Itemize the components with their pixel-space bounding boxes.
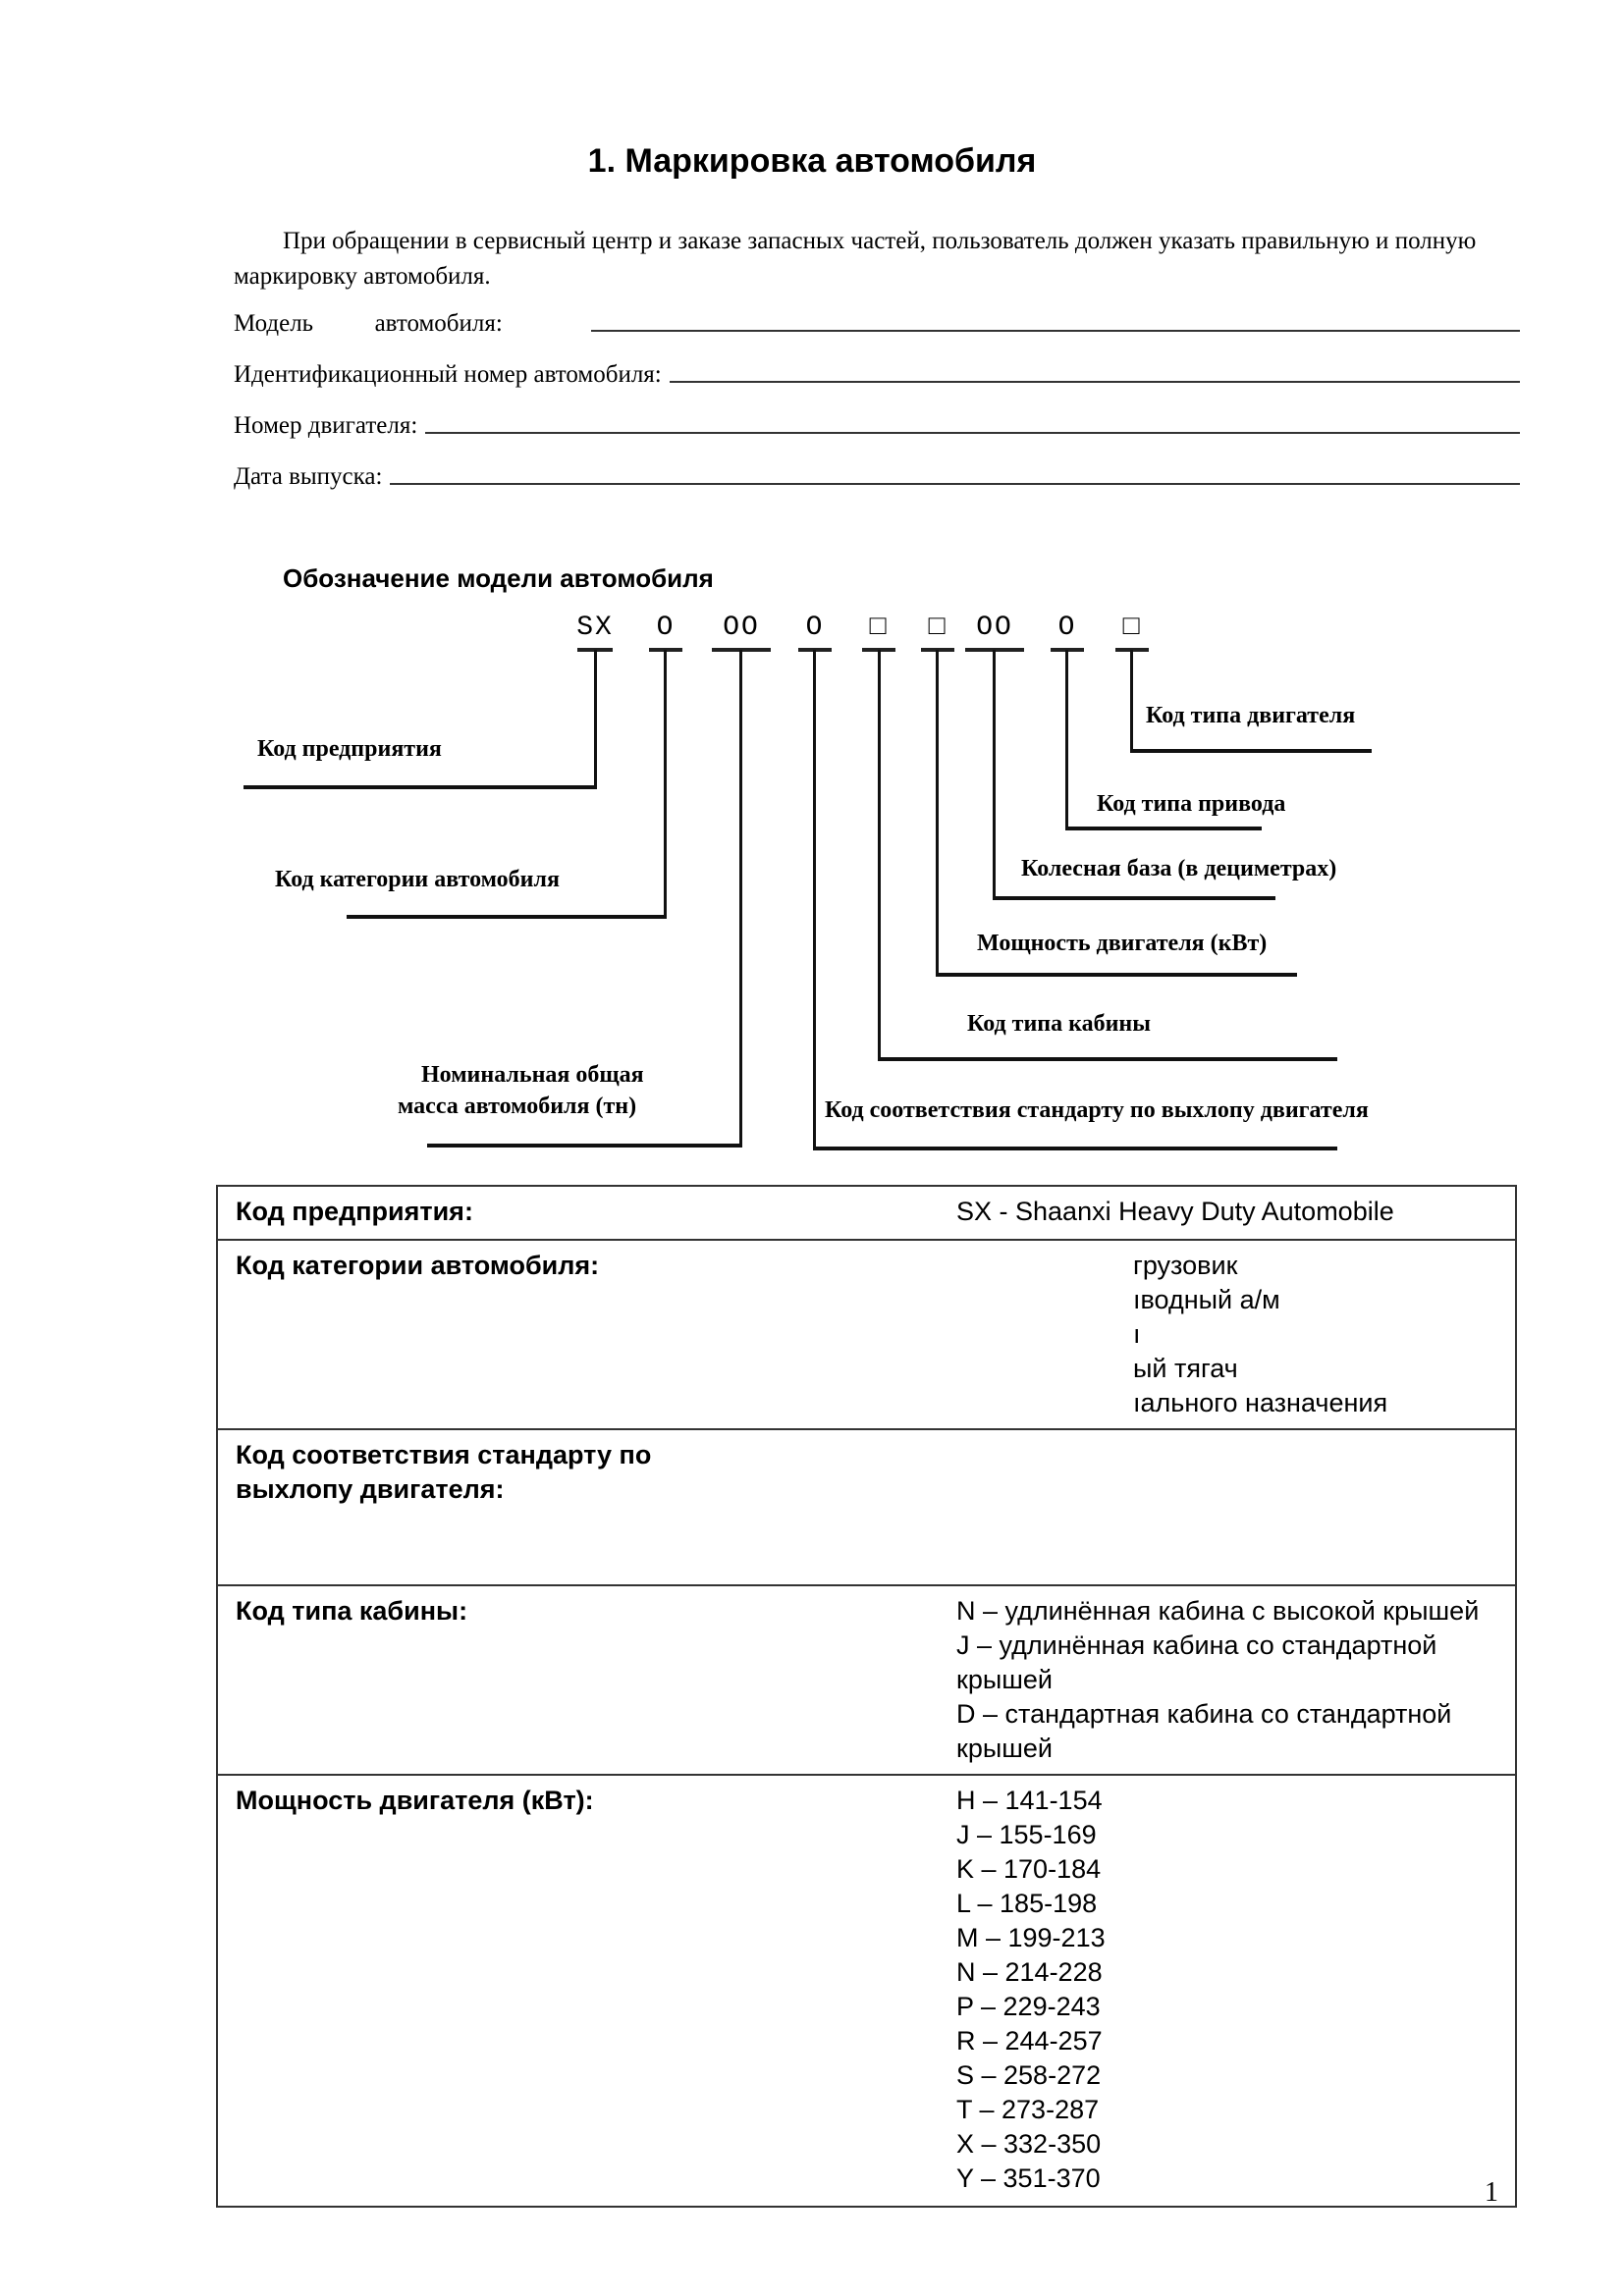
- table-row: [217, 1585, 1516, 1775]
- table-row: [217, 1240, 1516, 1429]
- value-line: SX - Shaanxi Heavy Duty Automobile: [956, 1197, 1394, 1226]
- label-category-code: Код категории автомобиля: [275, 867, 560, 892]
- vin-field-label: Идентификационный номер автомобиля:: [234, 361, 662, 388]
- diagram-title: Обозначение модели автомобиля: [283, 563, 714, 593]
- row-value: [933, 1240, 1516, 1429]
- engine-number-field: [234, 406, 1520, 440]
- value-line: J – удлинённая кабина со стандартной крышей: [956, 1630, 1437, 1694]
- connector-engine: [1130, 650, 1133, 751]
- intro-paragraph: При обращении в сервисный центр и заказе запасных частей, пользователь должен указать правильную и полную маркировку автомобиля.: [234, 228, 1477, 290]
- arm-wheelbase: [993, 896, 1275, 900]
- connector-emission: [813, 650, 816, 1150]
- value-line: ıального назначения: [1133, 1388, 1388, 1417]
- symbol-sx: SX: [576, 613, 614, 643]
- connector-power: [936, 650, 939, 977]
- value-line: H – 141-154: [956, 1786, 1103, 1815]
- connector-enterprise: [594, 650, 597, 787]
- symbol-square: □: [869, 613, 889, 643]
- symbol-circle: O: [805, 613, 825, 643]
- value-line: грузовик: [1133, 1251, 1238, 1280]
- model-field-label: Модель автомобиля:: [234, 310, 503, 337]
- label-mass-line2: масса автомобиля (тн): [398, 1094, 637, 1119]
- page-number: 1: [1485, 2177, 1498, 2208]
- engine-number-label: Номер двигателя:: [234, 412, 418, 439]
- release-date-line[interactable]: [390, 483, 1520, 485]
- engine-number-line[interactable]: [425, 432, 1520, 434]
- row-label: Код категории автомобиля:: [217, 1240, 933, 1429]
- label-mass-line1: Номинальная общая: [421, 1062, 644, 1088]
- table-row: [217, 1186, 1516, 1240]
- symbol-circle: O: [656, 613, 676, 643]
- connector-drive: [1065, 650, 1068, 829]
- vin-field: [234, 355, 1520, 389]
- row-label: Код типа кабины:: [217, 1585, 933, 1775]
- connector-category: [664, 650, 667, 918]
- label-enterprise-code: Код предприятия: [257, 736, 442, 762]
- table-row: [217, 1429, 1516, 1585]
- release-date-label: Дата выпуска:: [234, 463, 383, 490]
- arm-enterprise: [244, 785, 597, 789]
- label-engine-code: Код типа двигателя: [1146, 703, 1356, 728]
- value-line: ый тягач: [1133, 1354, 1238, 1383]
- value-line: K – 170-184: [956, 1854, 1102, 1884]
- model-field: [234, 304, 1520, 338]
- value-line: P – 229-243: [956, 1992, 1101, 2021]
- connector-wheelbase: [993, 650, 996, 900]
- value-line: L – 185-198: [956, 1889, 1098, 1918]
- value-line: N – 214-228: [956, 1957, 1103, 1987]
- codes-table: [216, 1185, 1517, 2208]
- value-line: N – удлинённая кабина с высокой крышей: [956, 1596, 1480, 1626]
- label-drive-code: Код типа привода: [1097, 791, 1286, 817]
- value-line: ı: [1133, 1319, 1141, 1349]
- row-value: [933, 1186, 1516, 1240]
- value-line: J – 155-169: [956, 1820, 1097, 1849]
- symbol-square: □: [928, 613, 947, 643]
- value-line: D – стандартная кабина со стандартной крышей: [956, 1699, 1452, 1763]
- label-wheelbase: Колесная база (в дециметрах): [1021, 856, 1337, 881]
- arm-cab: [878, 1057, 1337, 1061]
- row-value: [933, 1429, 1516, 1585]
- connector-cab: [878, 650, 881, 1060]
- arm-category: [347, 915, 667, 919]
- arm-emission: [813, 1147, 1337, 1150]
- symbol-double-circle: OO: [976, 613, 1013, 643]
- value-line: T – 273-287: [956, 2095, 1100, 2124]
- page-title: 1. Маркировка автомобиля: [587, 142, 1037, 180]
- connector-mass: [739, 650, 742, 1148]
- release-date-field: [234, 457, 1520, 491]
- value-line: S – 258-272: [956, 2060, 1102, 2090]
- arm-power: [936, 973, 1297, 977]
- value-line: M – 199-213: [956, 1923, 1106, 1952]
- label-engine-power: Мощность двигателя (кВт): [977, 931, 1268, 956]
- row-label: Мощность двигателя (кВт):: [217, 1775, 933, 2207]
- arm-mass: [427, 1144, 742, 1148]
- symbol-double-circle: OO: [723, 613, 760, 643]
- value-line: ıводный а/м: [1133, 1285, 1280, 1314]
- model-field-line[interactable]: [591, 330, 1520, 332]
- row-value: [933, 1775, 1516, 2207]
- row-label: Код предприятия:: [217, 1186, 933, 1240]
- value-line: X – 332-350: [956, 2129, 1102, 2159]
- label-emission-code: Код соответствия стандарту по выхлопу двигателя: [825, 1097, 1369, 1123]
- arm-engine: [1130, 749, 1372, 753]
- value-line: R – 244-257: [956, 2026, 1103, 2056]
- value-line: Y – 351-370: [956, 2163, 1101, 2193]
- row-value: [933, 1585, 1516, 1775]
- vin-field-line[interactable]: [670, 381, 1520, 383]
- row-label: Код соответствия стандарту по выхлопу двигателя:: [217, 1429, 933, 1585]
- symbol-circle: O: [1057, 613, 1077, 643]
- symbol-square: □: [1122, 613, 1142, 643]
- table-row: [217, 1775, 1516, 2207]
- label-cab-code: Код типа кабины: [967, 1011, 1151, 1037]
- arm-drive: [1065, 827, 1262, 830]
